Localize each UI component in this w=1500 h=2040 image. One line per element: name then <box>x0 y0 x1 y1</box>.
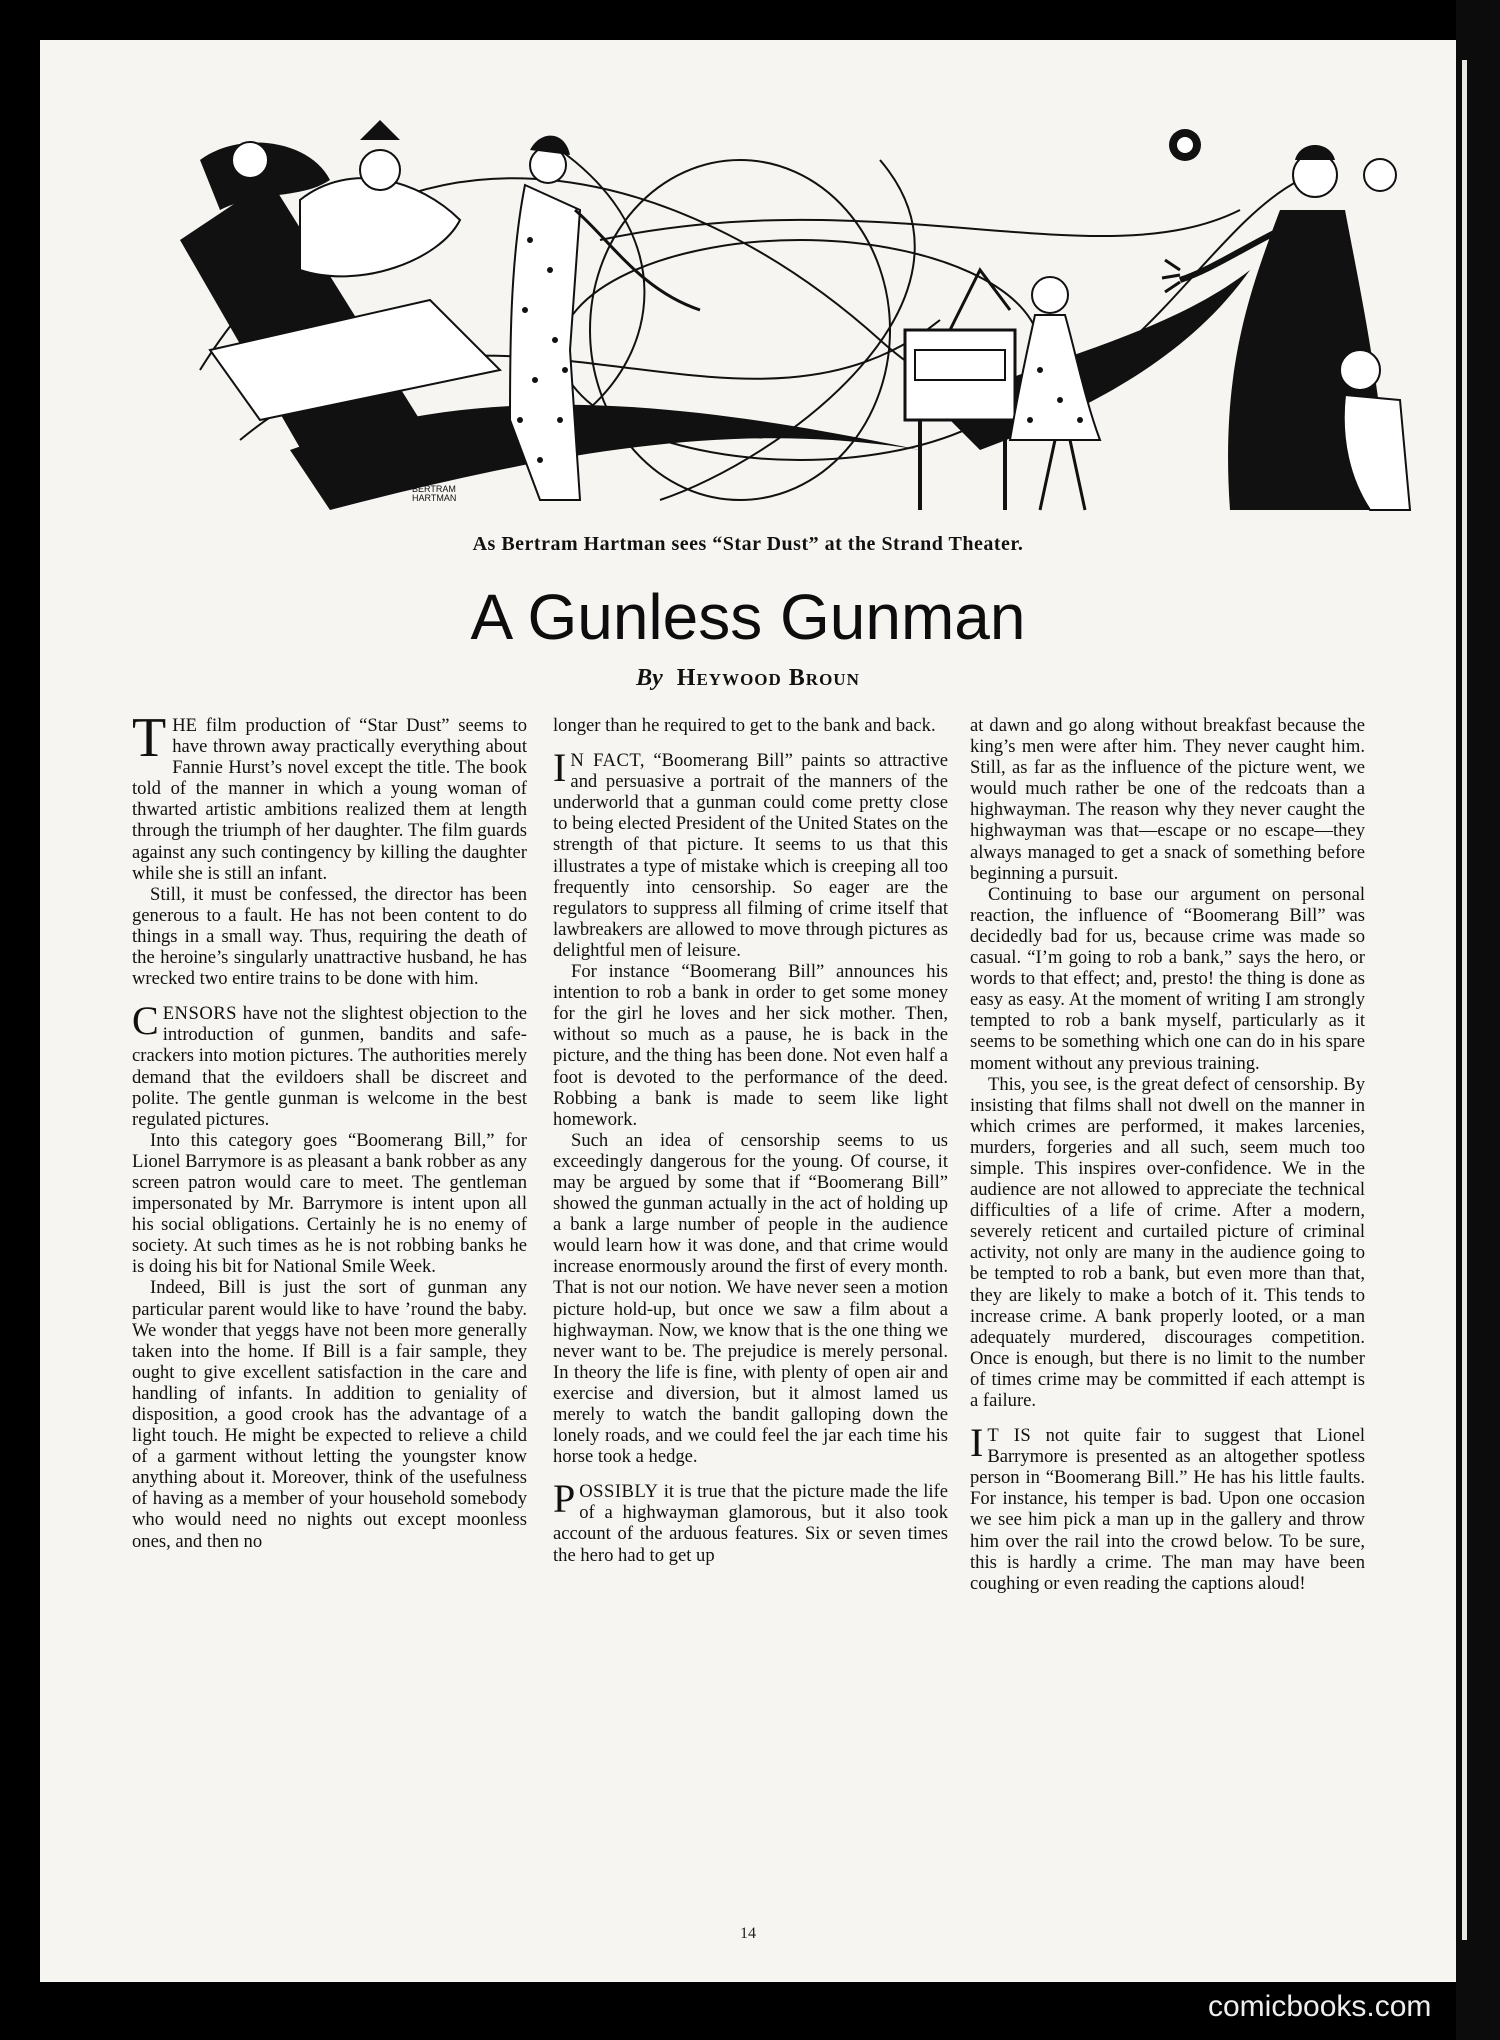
paragraph: I T IS not quite fair to suggest that Lionel Barrymore is presented as an altogether spotless person in “Boomerang Bill.” He has his little faults. For instance, his temper is bad. Upon one occasion we see him pick a man up in the gallery and throw him over the rail into the crowd below. To be sure, this is hardly a crime. The man may have been coughing or even reading the captions aloud! <box>970 1420 1365 1594</box>
drop-cap: T <box>132 715 167 769</box>
lead-in: N FACT, <box>570 750 646 772</box>
text-column-1 <box>132 715 527 1940</box>
paragraph: I N FACT, “Boomerang Bill” paints so attractive and persuasive a portrait of the manners of the underworld that a gunman could come pretty close to being elected President of the United States on the strength of that picture. It seems to us that this illustrates a type of mistake which is creeping all too frequently into censorship. So eager are the regulators to suppress all filming of crime itself that lawbreakers are allowed to move through pictures as delightful men of leisure. <box>553 745 948 961</box>
paragraph: longer than he required to get to the bank and back. <box>553 715 936 736</box>
byline-by: By <box>636 665 663 691</box>
lead-in: OSSIBLY <box>579 1481 659 1503</box>
book-spine <box>1456 0 1500 2040</box>
illustration <box>180 120 1415 520</box>
page-edge <box>1462 60 1467 1940</box>
paragraph: POSSIBLY it is true that the picture made the life of a highwayman glamorous, but it also took account of the arduous features. Six or seven times the hero had to get up <box>553 1476 948 1566</box>
watermark: comicbooks.com <box>1208 1990 1432 2023</box>
paragraph: at dawn and go along without breakfast because the king’s men were after him. They never caught him. Still, as far as the influence of the picture went, we would much rather be one of the redcoats than a highwayman. The reason why they never caught the highwayman was that—escape or no escape—they always managed to get a snack of something before beginning a pursuit. <box>970 715 1365 884</box>
byline-author: Heywood Broun <box>676 665 860 691</box>
lead-in: T IS <box>987 1425 1032 1447</box>
drop-cap: P <box>553 1476 576 1522</box>
paragraph: This, you see, is the great defect of censorship. By insisting that films shall not dwell on the manner in which crimes are performed, it makes larcenies, murders, forgeries and all such, seem much too simple. This inspires over-confidence. We in the audience are not allowed to appreciate the technical difficulties of a life of crime. After a modern, severely reticent and curtailed picture of criminal activity, not only are many in the audience going to be tempted to rob a bank, but even more than that, they are likely to make a botch of it. This tends to increase crime. A bank properly looted, or a man adequately murdered, discourages competition. Once is enough, but there is no limit to the number of times crime may be committed if each attempt is a failure. <box>970 1073 1365 1411</box>
drop-cap: I <box>553 745 567 791</box>
page-number: 14 <box>740 1925 756 1942</box>
drop-cap: I <box>970 1420 984 1466</box>
magazine-page <box>40 40 1456 1982</box>
paragraph: Into this category goes “Boomerang Bill,” for Lionel Barrymore is as pleasant a bank robber as any screen patron would care to meet. The gentleman impersonated by Mr. Barrymore is intent upon all his social obligations. Certainly he is no enemy of society. At such times as he is not robbing banks he is doing his bit for National Smile Week. <box>132 1129 527 1278</box>
paragraph: Still, it must be confessed, the director has been generous to a fault. He has not been content to do things in a small way. Thus, requiring the death of the heroine’s singularly unattractive husband, he has wrecked two entire trains to be done with him. <box>132 883 527 990</box>
paragraph: Such an idea of censorship seems to us exceedingly dangerous for the young. Of course, it may be argued by some that if “Boomerang Bill” showed the gunman actually in the act of holding up a bank a large number of people in the audience would learn how it was done, and that crime would increase enormously around the first of every month. That is not our notion. We have never seen a motion picture hold-up, but once we saw a film about a highwayman. Now, we know that is the one thing we never want to be. The prejudice is merely personal. In theory the life is fine, with plenty of open air and exercise and diversion, but it almost lamed us merely to watch the bandit galloping down the lonely roads, and we could feel the jar each time his horse took a hedge. <box>553 1129 948 1468</box>
artist-signature: BERTRAM HARTMAN <box>412 484 457 503</box>
paragraph: Continuing to base our argument on personal reaction, the influence of “Boomerang Bill” was decidedly bad for us, because crime was made so casual. “I’m going to rob a bank,” says the hero, or words to that effect; and, presto! the thing is done as easy as easy. At the moment of writing I am strongly tempted to rob a bank myself, particularly as it seems to be something which one can do in his spare moment without any previous training. <box>970 883 1365 1074</box>
paragraph: For instance “Boomerang Bill” announces his intention to rob a bank in order to get some money for the girl he loves and her sick mother. Then, without so much as a pause, he is back in the picture, and the thing has been done. Not even half a foot is devoted to the performance of the deed. Robbing a bank is made to seem like light homework. <box>553 961 948 1130</box>
article-title: A Gunless Gunman <box>470 581 1026 653</box>
text-column-3 <box>970 715 1365 1940</box>
paragraph: THE film production of “Star Dust” seems to have thrown away practically everything about Fannie Hurst’s novel except the title. The book told of the manner in which a young woman of thwarted artistic ambitions realized them at length through the triumph of her daughter. The film guards against any such contingency by killing the daughter while she is still an infant. <box>132 715 527 884</box>
illustration-caption: As Bertram Hartman sees “Star Dust” at the Strand Theater. <box>472 533 1024 555</box>
byline <box>40 665 1456 692</box>
paragraph: Indeed, Bill is just the sort of gunman any particular parent would like to have ’round the baby. We wonder that yeggs have not been more generally taken into the home. If Bill is a fair sample, they ought to give excellent satisfaction in the care and handling of infants. In addition to geniality of disposition, a good crook has the advantage of a light touch. He might be expected to relieve a child of a garment without letting the youngster know anything about it. Moreover, think of the usefulness of having as a member of your household somebody who would need no nights out except moonless ones, and then no <box>132 1277 527 1552</box>
drop-cap: C <box>132 998 159 1044</box>
text-column-2 <box>553 715 948 1940</box>
paragraph: CENSORS have not the slightest objection to the introduction of gunmen, bandits and safe-crackers into motion pictures. The authorities merely demand that the evildoers shall be discreet and polite. The gentle gunman is welcome in the best regulated pictures. <box>132 998 527 1130</box>
lead-in: ENSORS <box>162 1003 237 1025</box>
